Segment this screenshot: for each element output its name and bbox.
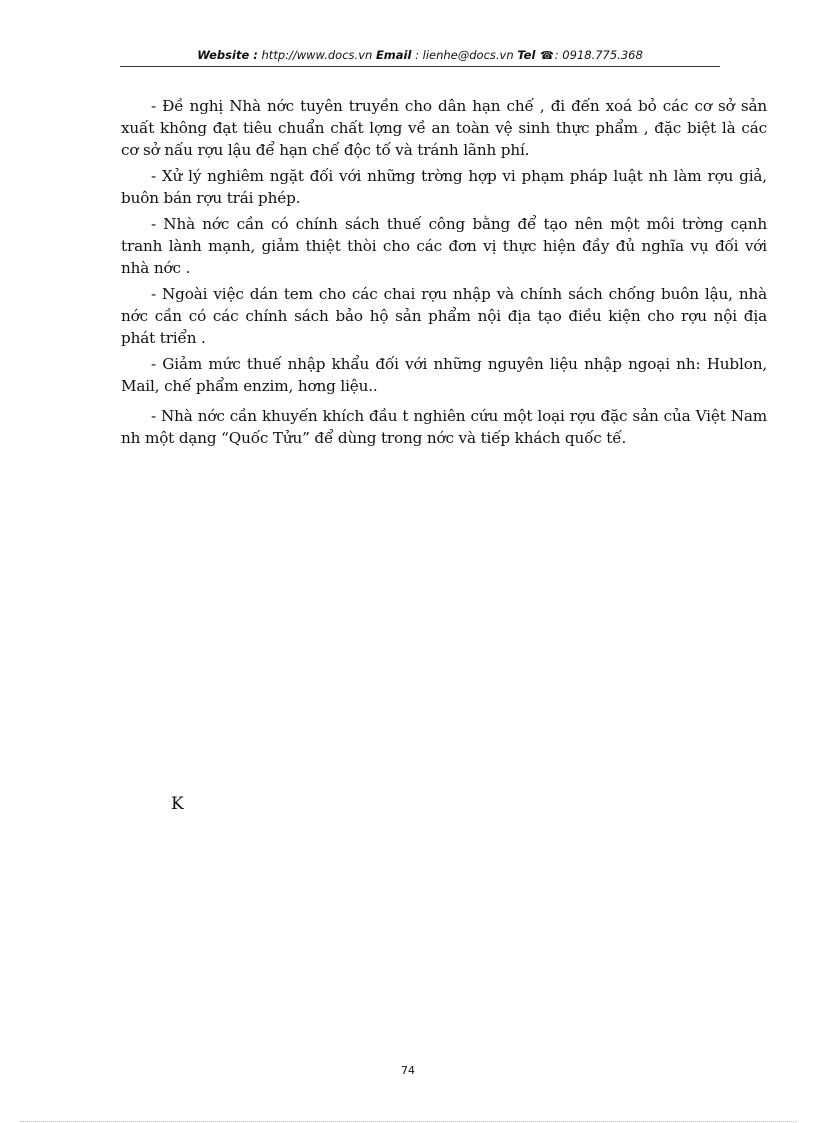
document-body [121,95,767,453]
paragraph-3: - Nhà nớc cần có chính sách thuế công bằng để tạo nên một môi trờng cạnh tranh lành mạnh, giảm thiệt thòi cho các đơn vị thực hiện đầy đủ nghĩa vụ đối với nhà nớc . [121,215,767,277]
tel-value: : 0918.775.368 [554,48,643,62]
page-number: 74 [401,1064,415,1077]
paragraph-2: - Xử lý nghiêm ngặt đối với những trờng hợp vi phạm pháp luật nh làm rợu giả, buôn bán rợu trái phép. [121,167,767,207]
page-header [120,47,720,67]
paragraph-1: - Đề nghị Nhà nớc tuyên truyền cho dân hạn chế , đi đến xoá bỏ các cơ sở sản xuất không đạt tiêu chuẩn chất lợng về an toàn vệ sinh thực phẩm , đặc biệt là các cơ sở nấu rợu lậu để hạn chế độc tố và tránh lãnh phí. [121,97,767,159]
stray-letter: K [171,794,184,814]
website-label: Website : [197,48,258,62]
email-value: : lienhe@docs.vn [415,48,514,62]
email-label: Email [375,48,412,62]
phone-icon: ☎ [540,49,554,62]
tel-label: Tel [517,48,536,62]
page-bottom-border [20,1121,796,1122]
paragraph-5: - Giảm mức thuế nhập khẩu đối với những nguyên liệu nhập ngoại nh: Hublon, Mail, chế phẩm enzim, hơng liệu.. [121,355,767,395]
paragraph-6: - Nhà nớc cần khuyến khích đầu t nghiên cứu một loại rợu đặc sản của Việt Nam nh một dạng “Quốc Tửu” để dùng trong nớc và tiếp khách quốc tế. [121,407,767,447]
website-value: http://www.docs.vn [261,48,373,62]
paragraph-4: - Ngoài việc dán tem cho các chai rợu nhập và chính sách chống buôn lậu, nhà nớc cần có các chính sách bảo hộ sản phẩm nội địa tạo điều kiện cho rợu nội địa phát triển . [121,285,767,347]
